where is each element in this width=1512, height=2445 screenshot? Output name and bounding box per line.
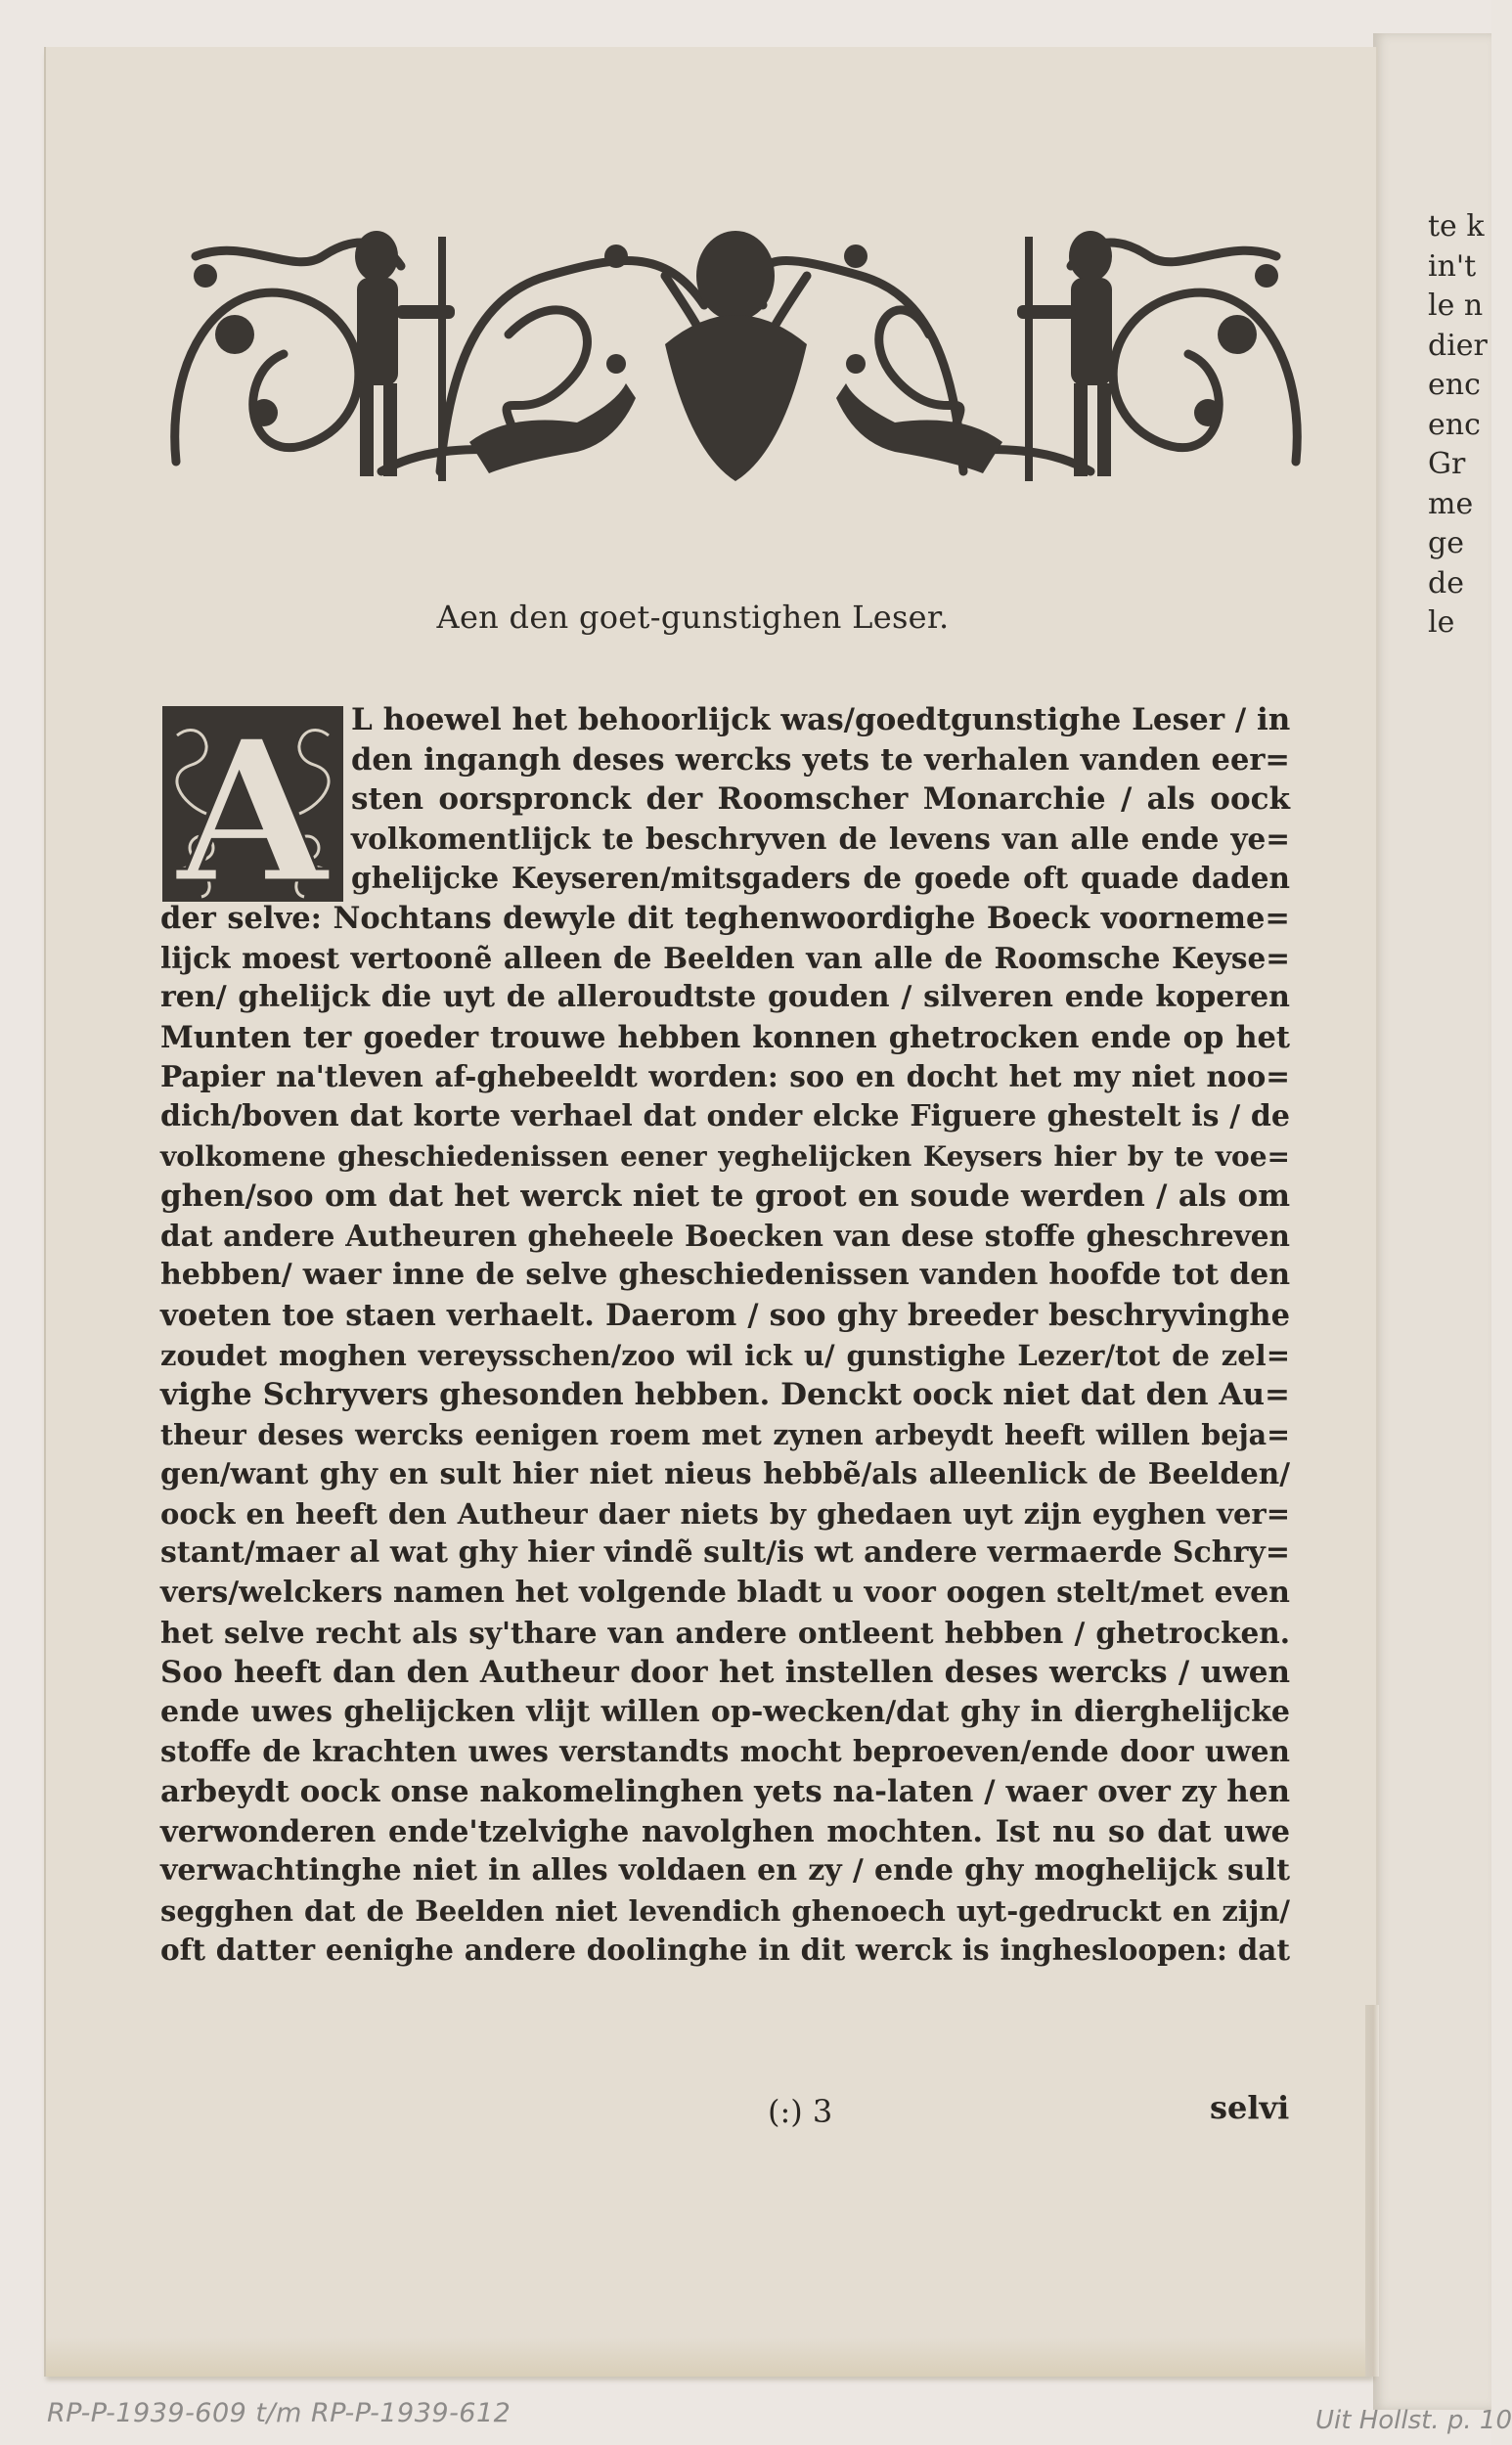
- facing-page-line: dier: [1428, 328, 1488, 363]
- text-line: segghen dat de Beelden niet levendich ghenoech uyt-gedruckt en zijn/: [160, 1893, 1290, 1928]
- text-line: den ingangh deses wercks yets te verhalen vanden eer=: [351, 741, 1290, 778]
- text-line: oock en heeft den Autheur daer niets by ghedaen uyt zijn eyghen ver=: [160, 1496, 1290, 1531]
- page-edge-fold: [1365, 2005, 1379, 2377]
- facing-page-line: le: [1428, 605, 1455, 640]
- text-line: Munten ter goeder trouwe hebben konnen ghetrocken ende op het: [160, 1019, 1290, 1055]
- text-line: vers/welckers namen het volgende bladt u voor oogen stelt/met even: [160, 1576, 1290, 1611]
- text-line: gen/want ghy en sult hier niet nieus hebbẽ/als alleenlick de Beelden/: [160, 1456, 1290, 1491]
- facing-page-line: Gr: [1428, 447, 1466, 481]
- text-line: Soo heeft dan den Autheur door het instellen deses wercks / uwen: [160, 1655, 1290, 1691]
- text-line: ren/ ghelijck die uyt de alleroudtste gouden / silveren ende koperen: [160, 980, 1290, 1015]
- text-line: stant/maer al wat ghy hier vindẽ sult/is wt andere vermaerde Schry=: [160, 1535, 1290, 1571]
- text-line: ghen/soo om dat het werck niet te groot en soude werden / als om: [160, 1178, 1290, 1215]
- text-line: ende uwes ghelijcken vlijt willen op-wecken/dat ghy in dierghelijcke: [160, 1694, 1290, 1729]
- text-line: stoffe de krachten uwes verstandts mocht beproeven/ende door uwen: [160, 1734, 1290, 1769]
- text-line: het selve recht als sy'thare van andere ontleent hebben / ghetrocken.: [160, 1615, 1290, 1650]
- woodcut-ornament-band: [156, 217, 1315, 493]
- text-line: theur deses wercks eenigen roem met zynen arbeydt heeft willen beja=: [160, 1417, 1290, 1451]
- catchword: selvi: [1210, 2089, 1290, 2126]
- facing-page-line: in't: [1428, 248, 1477, 284]
- drop-cap-letter: A: [176, 697, 329, 927]
- heading-text: Aen den goet-gunstighen Leser.: [436, 599, 950, 636]
- text-line: verwachtinghe niet in alles voldaen en zy / ende ghy moghelijck sult: [160, 1853, 1290, 1889]
- facing-page-line: le n: [1428, 289, 1484, 323]
- facing-page-line: de: [1428, 565, 1464, 600]
- text-line: Papier na'tleven af-ghebeeldt worden: soo en docht het my niet noo=: [160, 1059, 1290, 1094]
- signature-mark: (:) 3: [768, 2093, 833, 2130]
- body-text: [160, 700, 1290, 1971]
- text-line: zoudet moghen vereysschen/zoo wil ick u/ gunstighe Lezer/tot de zel=: [160, 1338, 1290, 1372]
- text-line: volkomentlijck te beschryven de levens van alle ende ye=: [351, 821, 1290, 856]
- text-line: ghelijcke Keyseren/mitsgaders de goede oft quade daden: [351, 861, 1290, 896]
- facing-page-line: ge: [1428, 526, 1464, 560]
- text-line: dich/boven dat korte verhael dat onder elcke Figuere ghestelt is / de: [160, 1098, 1290, 1134]
- text-line: volkomene gheschiedenissen eener yeghelijcken Keysers hier by te voe=: [160, 1139, 1290, 1173]
- inventory-number-annotation: RP-P-1939-609 t/m RP-P-1939-612: [47, 2398, 511, 2428]
- ornament-illustration: [156, 217, 1315, 493]
- facing-page-line: me: [1428, 486, 1474, 521]
- text-line: L hoewel het behoorlijck was/goedtgunstighe Leser / in: [351, 702, 1291, 737]
- source-note-annotation: Uit Hollst. p. 10: [1315, 2406, 1512, 2435]
- text-line: dat andere Autheuren gheheele Boecken van dese stoffe gheschreven: [160, 1218, 1290, 1253]
- text-line: voeten toe staen verhaelt. Daerom / soo ghy breeder beschryvinghe: [160, 1297, 1290, 1333]
- facing-page-line: enc: [1428, 407, 1481, 442]
- text-line: vighe Schryvers ghesonden hebben. Denckt oock niet dat den Au=: [160, 1377, 1290, 1413]
- page-heading: [0, 599, 1491, 636]
- text-line: der selve: Nochtans dewyle dit teghenwoordighe Boeck voorneme=: [160, 900, 1290, 936]
- text-line: sten oorspronck der Roomscher Monarchie / als oock: [351, 781, 1290, 818]
- text-line: hebben/ waer inne de selve gheschiedenissen vanden hoofde tot den: [160, 1258, 1290, 1293]
- facing-page-line: te k: [1428, 209, 1485, 244]
- facing-page-line: enc: [1428, 368, 1481, 402]
- text-line: verwonderen ende'tzelvighe navolghen mochten. Ist nu so dat uwe: [160, 1813, 1290, 1849]
- text-line: lijck moest vertoonẽ alleen de Beelden van alle de Roomsche Keyse=: [160, 940, 1290, 975]
- facing-page-text: [1428, 207, 1491, 644]
- text-line: oft datter eenighe andere doolinghe in dit werck is inghesloopen: dat: [160, 1933, 1290, 1968]
- text-line: arbeydt oock onse nakomelinghen yets na-laten / waer over zy hen: [160, 1774, 1290, 1810]
